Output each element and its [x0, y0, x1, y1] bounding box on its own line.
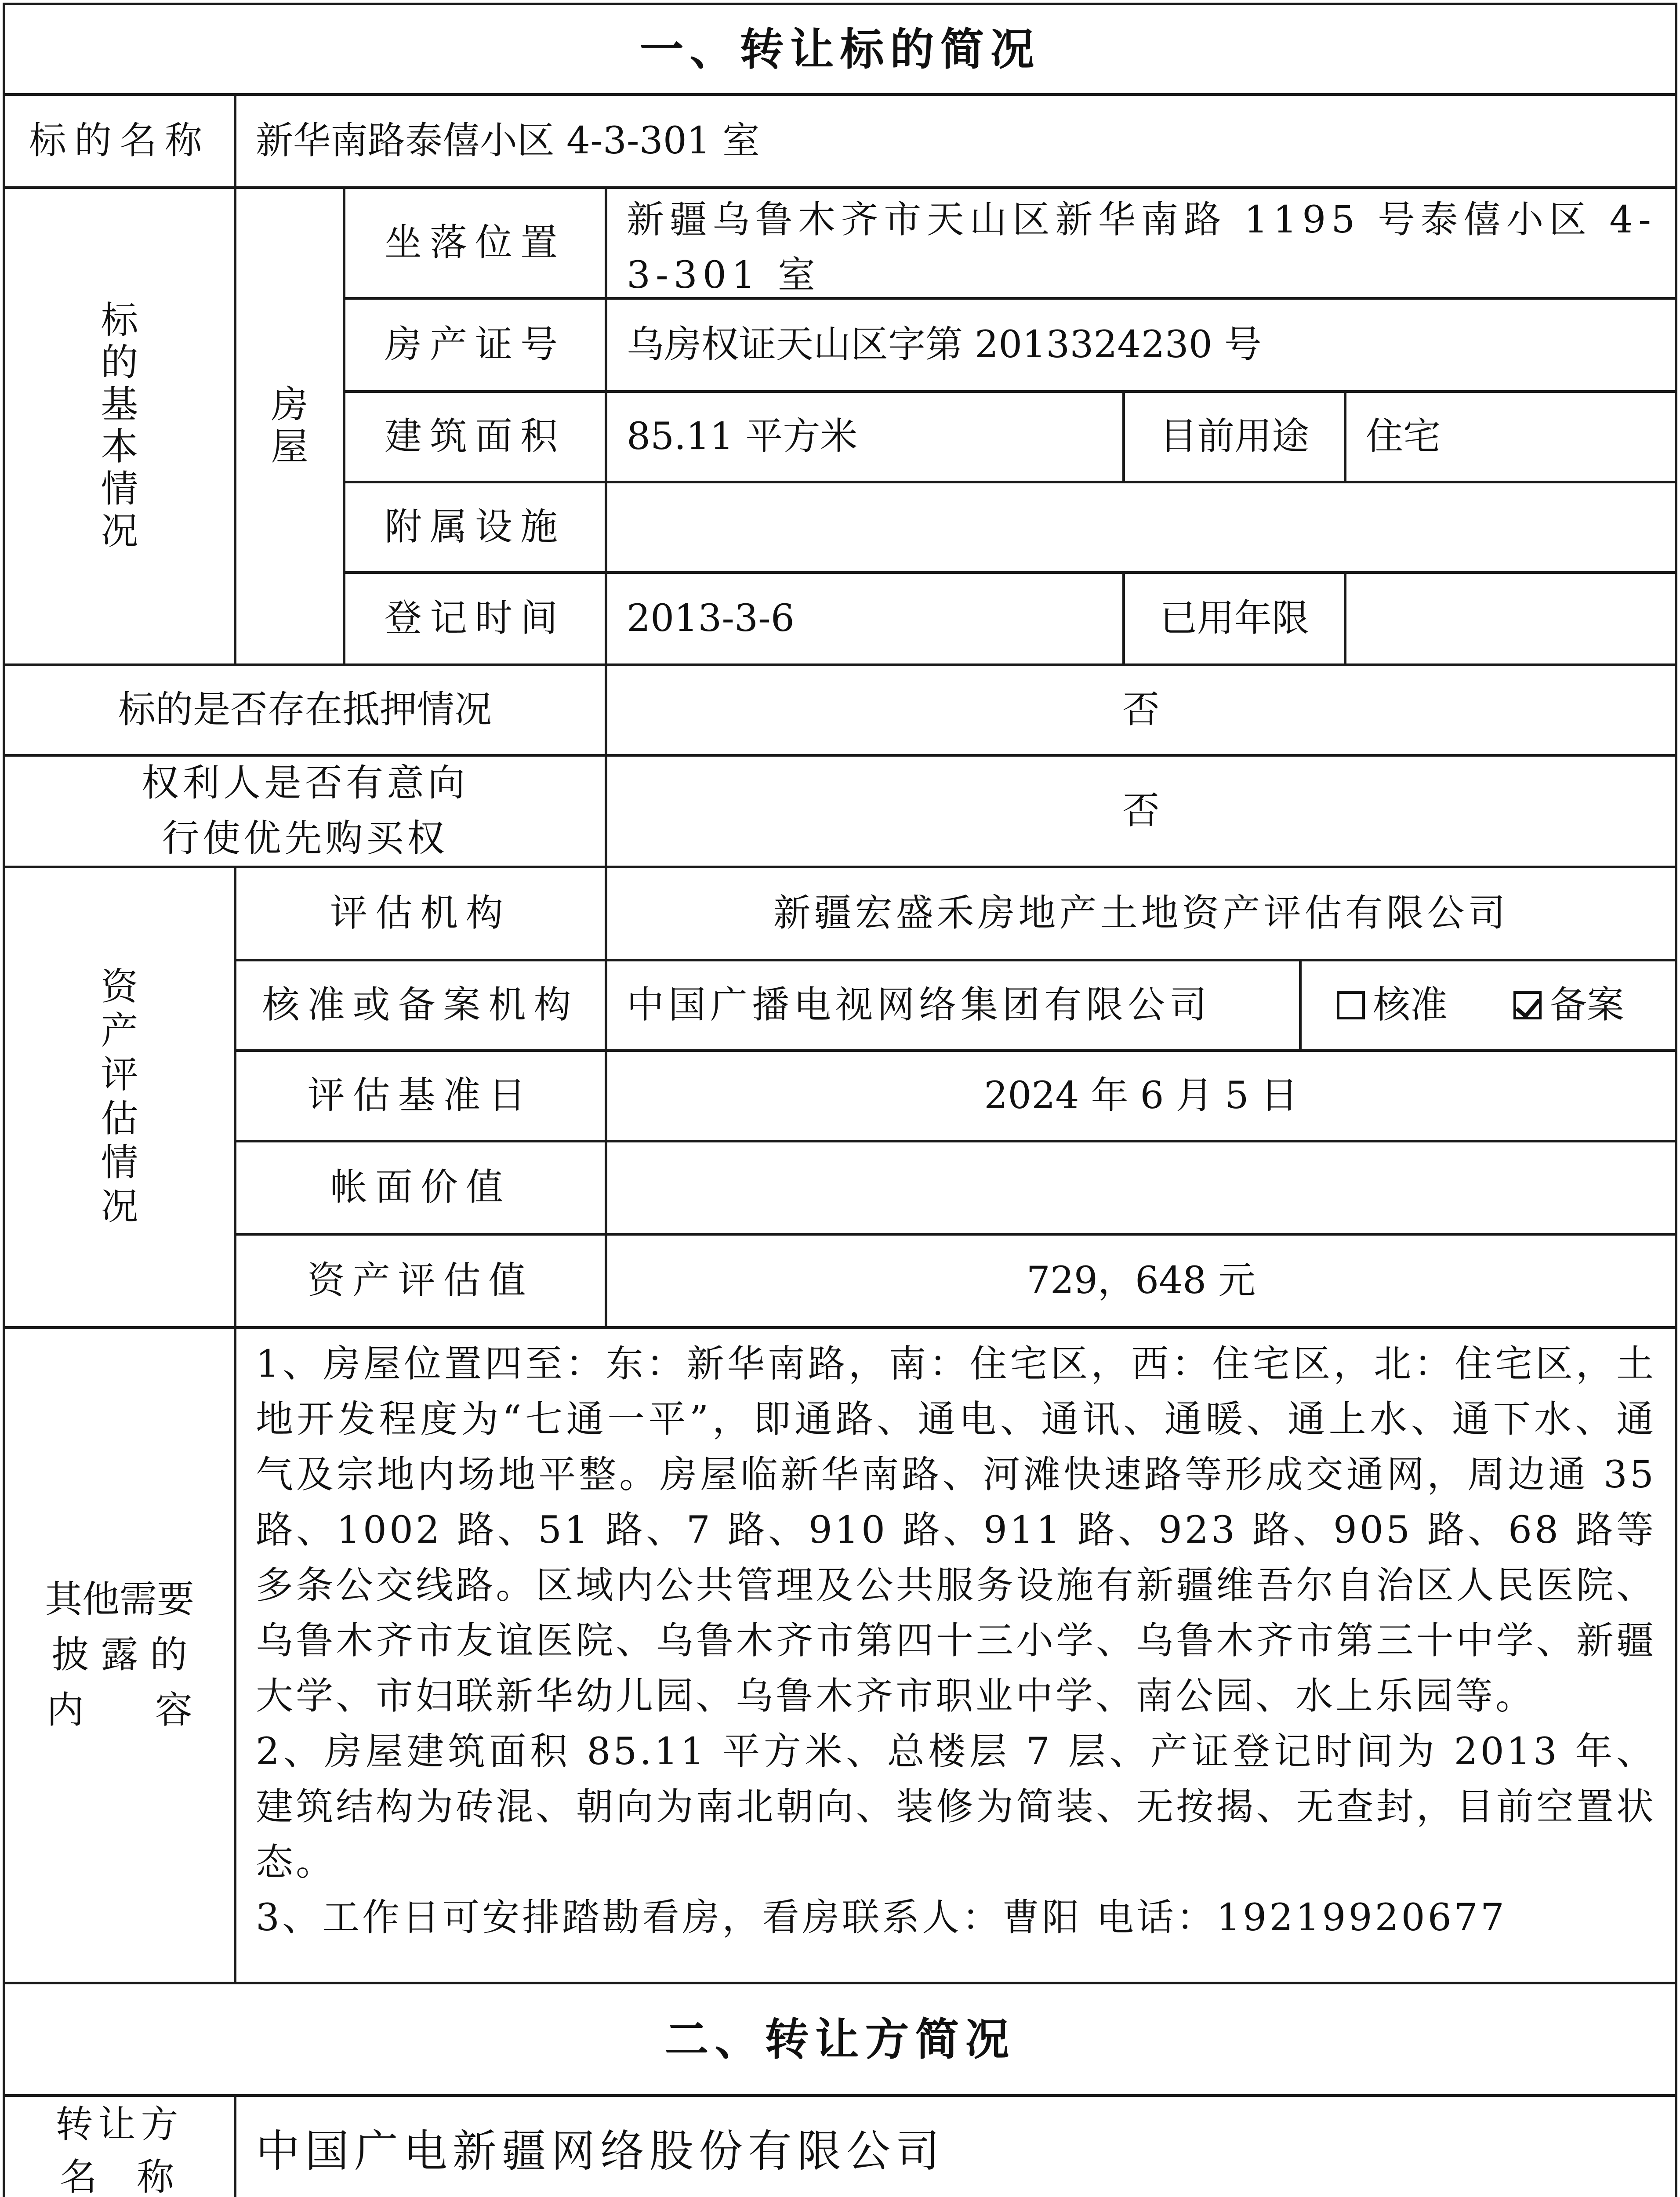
disclosure-paragraph-3: 3、工作日可安排踏勘看房，看房联系人：曹阳 电话：19219920677: [256, 1896, 1507, 1940]
transferor-name-value: 中国广电新疆网络股份有限公司: [234, 2094, 1677, 2197]
base-date-value: 2024 年 6 月 5 日: [605, 1049, 1677, 1142]
record-checkbox-box[interactable]: [1513, 991, 1542, 1019]
section-2-title: 二、转让方简况: [3, 1982, 1677, 2097]
subject-name-value: 新华南路泰僖小区 4-3-301 室: [234, 93, 1677, 189]
asset-value-label: 资产评估值: [234, 1233, 607, 1329]
priority-purchase-label: 权利人是否有意向 行使优先购买权: [3, 754, 607, 868]
transferor-name-label: 转让方 名 称: [3, 2094, 236, 2197]
approve-org-value: 中国广播电视网络集团有限公司: [605, 959, 1302, 1052]
record-checkbox[interactable]: 备案: [1513, 978, 1624, 1033]
location-value: 新疆乌鲁木齐市天山区新华南路 1195 号泰僖小区 4-3-301 室: [605, 186, 1677, 300]
years-used-label: 已用年限: [1122, 571, 1346, 666]
mortgage-label: 标的是否存在抵押情况: [3, 663, 607, 757]
subject-name-label: 标的名称: [3, 93, 236, 189]
approve-checkbox-box[interactable]: [1337, 991, 1365, 1019]
asset-value-value: 729，648 元: [605, 1233, 1677, 1329]
area-label: 建筑面积: [343, 390, 607, 483]
asset-eval-label: 资 产 评 估 情 况: [3, 866, 236, 1329]
base-date-label: 评估基准日: [234, 1049, 607, 1142]
eval-org-value: 新疆宏盛禾房地产土地资产评估有限公司: [605, 866, 1677, 961]
other-disclosure-label: 其他需要 披 露 的 内 容: [3, 1326, 236, 1984]
approve-checkbox[interactable]: 核准: [1337, 978, 1448, 1033]
eval-org-label: 评估机构: [234, 866, 607, 961]
approve-org-label: 核准或备案机构: [234, 959, 607, 1052]
section-1-title: 一、转让标的简况: [3, 3, 1677, 96]
usage-label: 目前用途: [1122, 390, 1346, 483]
reg-time-label: 登记时间: [343, 571, 607, 666]
basic-info-label: 标 的 基 本 情 况: [3, 186, 236, 666]
book-value-label: 帐面价值: [234, 1140, 607, 1236]
priority-purchase-value: 否: [605, 754, 1677, 868]
reg-time-value: 2013-3-6: [605, 571, 1125, 666]
disclosure-paragraph-1: 1、房屋位置四至：东：新华南路，南：住宅区，西：住宅区，北：住宅区，土地开发程度为“七通一平”，即通路、通电、通讯、通暖、通上水、通下水、通气及宗地内场地平整。房屋临新华南路、河滩快速路等形成交通网，周边通 35 路、1002 路、51 路、7 路、910 路、911 路、923 路、905 路、68 路等多条公交线路。区域内公共管理及公共服务设施有新疆维吾尔自治区人民医院、乌鲁木齐市友谊医院、乌鲁木齐市第四十三小学、乌鲁木齐市第三十中学、新疆大学、市妇联新华幼儿园、乌鲁木齐市职业中学、南公园、水上乐园等。: [256, 1342, 1656, 1718]
cert-label: 房产证号: [343, 297, 607, 393]
book-value-value: [605, 1140, 1677, 1236]
facility-value: [605, 481, 1677, 574]
mortgage-value: 否: [605, 663, 1677, 757]
facility-label: 附属设施: [343, 481, 607, 574]
approve-type-options: [1299, 959, 1677, 1052]
disclosure-paragraph-2: 2、房屋建筑面积 85.11 平方米、总楼层 7 层、产证登记时间为 2013 年、建筑结构为砖混、朝向为南北朝向、装修为简装、无按揭、无查封，目前空置状态。: [256, 1730, 1656, 1884]
house-label: 房 屋: [234, 186, 345, 666]
usage-value: 住宅: [1344, 390, 1677, 483]
location-label: 坐落位置: [343, 186, 607, 300]
years-used-value: [1344, 571, 1677, 666]
cert-value: 乌房权证天山区字第 2013324230 号: [605, 297, 1677, 393]
area-value: 85.11 平方米: [605, 390, 1125, 483]
other-disclosure-content: [234, 1326, 1677, 1984]
